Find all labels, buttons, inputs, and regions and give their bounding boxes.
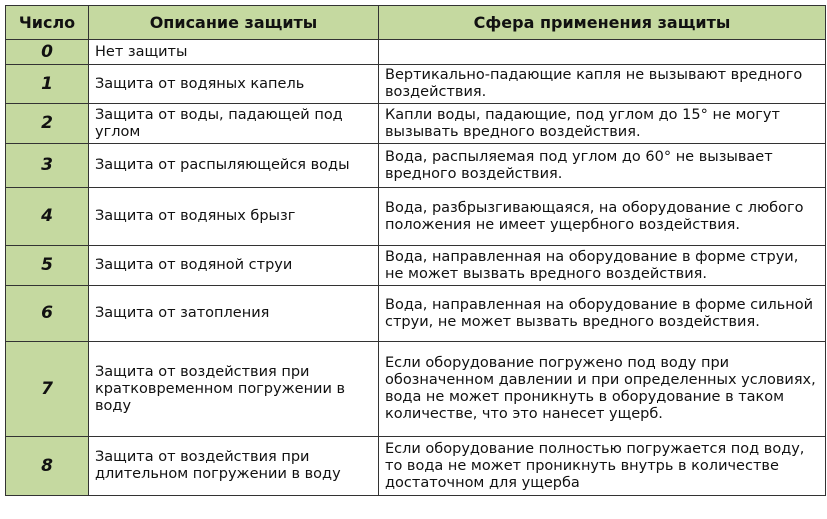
table-row [6,104,826,144]
row-number: 7 [6,342,89,437]
row-number: 8 [6,437,89,496]
row-number: 4 [6,188,89,246]
row-description: Защита от распыляющейся воды [89,144,379,188]
row-description: Защита от водяных капель [89,65,379,104]
table-row [6,40,826,65]
protection-table-container [5,5,825,496]
row-area [379,40,826,65]
row-description: Защита от воды, падающей под углом [89,104,379,144]
row-description: Защита от водяных брызг [89,188,379,246]
header-description: Описание защиты [89,6,379,40]
table-header-row [6,6,826,40]
table-row [6,286,826,342]
row-area: Вода, разбрызгивающаяся, на оборудование с любого положения не имеет ущербного воздействия. [379,188,826,246]
row-area: Вертикально-падающие капля не вызывают вредного воздействия. [379,65,826,104]
row-description: Защита от воздействия при длительном погружении в воду [89,437,379,496]
row-number: 6 [6,286,89,342]
row-area: Вода, направленная на оборудование в форме струи, не может вызвать вредного воздействия. [379,246,826,286]
row-description: Нет защиты [89,40,379,65]
row-number: 0 [6,40,89,65]
table-row [6,188,826,246]
row-area: Вода, распыляемая под углом до 60° не вызывает вредного воздействия. [379,144,826,188]
row-number: 5 [6,246,89,286]
row-number: 2 [6,104,89,144]
table-row [6,342,826,437]
row-area: Если оборудование погружено под воду при обозначенном давлении и при определенных условиях, вода не может проникнуть в оборудование в таком количестве, что это нанесет ущерб. [379,342,826,437]
row-area: Если оборудование полностью погружается под воду, то вода не может проникнуть внутрь в количестве достаточном для ущерба [379,437,826,496]
row-description: Защита от затопления [89,286,379,342]
table-row [6,246,826,286]
row-number: 3 [6,144,89,188]
protection-table [5,5,826,496]
row-description: Защита от воздействия при кратковременном погружении в воду [89,342,379,437]
row-description: Защита от водяной струи [89,246,379,286]
row-area: Вода, направленная на оборудование в форме сильной струи, не может вызвать вредного воздействия. [379,286,826,342]
row-number: 1 [6,65,89,104]
header-number: Число [6,6,89,40]
row-area: Капли воды, падающие, под углом до 15° не могут вызывать вредного воздействия. [379,104,826,144]
table-row [6,144,826,188]
header-area: Сфера применения защиты [379,6,826,40]
table-row [6,437,826,496]
table-row [6,65,826,104]
